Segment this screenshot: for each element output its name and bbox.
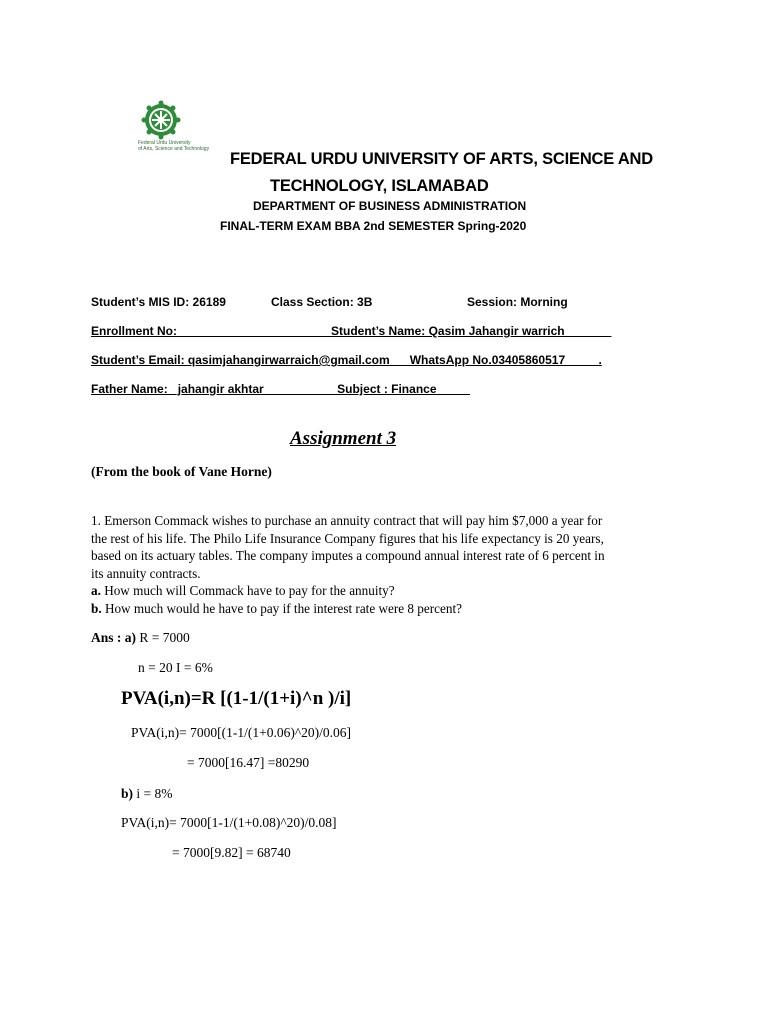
logo-caption xyxy=(138,140,209,152)
question-b-label: b. xyxy=(91,600,102,616)
answer-b-label: b) xyxy=(121,786,134,801)
assignment-title: Assignment 3 xyxy=(290,428,397,449)
answer-n-i: n = 20 I = 6% xyxy=(138,660,213,675)
exam-title: FINAL-TERM EXAM BBA 2nd SEMESTER Spring-2020 xyxy=(220,219,527,233)
enrollment-field: Enrollment No:_________________________ xyxy=(91,324,344,338)
answer-a-row xyxy=(91,630,190,646)
question-b-text: How much would he have to pay if the interest rate were 8 percent? xyxy=(101,600,462,616)
answer-b-row xyxy=(121,786,173,802)
answer-r: R = 7000 xyxy=(136,630,190,645)
email-value: qasimjahangirwarraich@gmail.com xyxy=(187,353,390,367)
calc-b-line1: PVA(i,n)= 7000[1-1/(1+0.08)^20)/0.08] xyxy=(121,815,337,830)
university-title-line1: FEDERAL URDU UNIVERSITY OF ARTS, SCIENCE AND xyxy=(230,150,653,168)
answer-b-i: i = 8% xyxy=(133,786,173,801)
calc-a-line2: = 7000[16.47] =80290 xyxy=(187,755,310,770)
question-a xyxy=(91,582,605,600)
calc-b-line2: = 7000[9.82] = 68740 xyxy=(172,845,291,860)
assignment-source: (From the book of Vane Horne) xyxy=(91,464,272,479)
question-a-label: a. xyxy=(91,583,101,598)
answer-label: Ans : a) xyxy=(91,630,137,645)
logo-caption-line2: of Arts, Science and Technology xyxy=(138,146,210,152)
question-line-1: 1. Emerson Commack wishes to purchase an annuity contract that will pay him $7,000 a year for xyxy=(91,513,603,528)
father-name: Father Name: _jahangir akhtar___________ xyxy=(91,382,338,396)
father-subject-row xyxy=(91,382,470,396)
question-line-2: the rest of his life. The Philo Life Insurance Company figures that his life expectancy is 20 years, xyxy=(91,530,604,546)
question-a-text: How much will Commack have to pay for the annuity? xyxy=(100,583,395,598)
question-line-4: its annuity contracts. xyxy=(91,565,201,581)
logo-caption-line1: Federal Urdu University xyxy=(138,140,191,146)
university-title-line2: TECHNOLOGY, ISLAMABAD xyxy=(270,177,489,195)
pva-formula: PVA(i,n)=R [(1-1/(1+i)^n )/i] xyxy=(121,688,352,709)
subject: Subject : Finance_____ xyxy=(337,382,470,396)
question-line-3: based on its actuary tables. The company imputes a compound annual interest rate of 6 percent in xyxy=(91,548,605,563)
question-b xyxy=(91,600,605,618)
student-email-row xyxy=(91,353,602,367)
mis-id: Student’s MIS ID: 26189 xyxy=(91,295,226,309)
session: Session: Morning xyxy=(467,295,568,309)
question-block xyxy=(91,512,605,617)
calc-a-line1: PVA(i,n)= 7000[(1-1/(1+0.06)^20)/0.06] xyxy=(131,725,352,740)
whatsapp: ___WhatsApp No.03405860517_____. xyxy=(389,353,602,367)
student-name: Student’s Name: Qasim Jahangir warrich_______ xyxy=(331,324,612,338)
department-title: DEPARTMENT OF BUSINESS ADMINISTRATION xyxy=(253,199,527,213)
email-label: Student’s Email: xyxy=(91,353,188,367)
class-section: Class Section: 3B xyxy=(271,295,373,309)
university-logo xyxy=(134,100,210,158)
